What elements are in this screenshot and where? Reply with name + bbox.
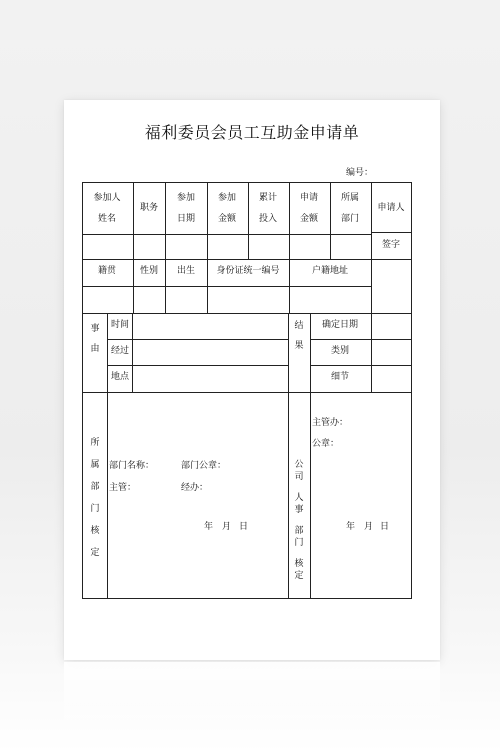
col-native-3 — [207, 259, 208, 314]
label-id-number: 身份证统一编号 — [216, 266, 280, 276]
col-header-3 — [207, 182, 208, 235]
col-header-5 — [289, 182, 290, 235]
label-join-date-l1: 参加 — [176, 193, 196, 203]
col-result-label — [310, 313, 311, 393]
label-company-approval-char: 人 — [294, 493, 304, 503]
label-company-seal: 公章： — [312, 439, 340, 449]
col-blank-4 — [248, 234, 249, 260]
col-company-approval-label — [310, 392, 311, 599]
label-apply-amount-l1: 申请 — [299, 193, 319, 203]
label-reason-char: 事 — [90, 324, 100, 334]
col-result-left — [288, 313, 289, 393]
label-company-month: 月 — [364, 522, 374, 532]
col-native-1 — [133, 259, 134, 314]
label-dept-approval-char: 所 — [90, 438, 100, 448]
label-company-approval-char: 司 — [294, 472, 304, 482]
label-dept-approval-char: 属 — [90, 460, 100, 470]
label-time: 时间 — [110, 320, 130, 330]
label-company-approval-char: 定 — [294, 571, 304, 581]
label-dept-approval-char: 核 — [90, 526, 100, 536]
col-applicant — [371, 182, 372, 313]
table-border-bottom — [82, 598, 412, 599]
label-category: 类别 — [330, 346, 350, 356]
label-reason-char: 由 — [90, 344, 100, 354]
rule-native-row-bottom — [82, 286, 372, 287]
label-cumulative-l1: 累计 — [258, 193, 278, 203]
label-company-approval-char: 门 — [294, 538, 304, 548]
table-border-left — [82, 182, 83, 599]
col-dept-approval-label — [107, 392, 108, 599]
rule-confirm-row-bottom — [310, 339, 412, 340]
col-header-2 — [165, 182, 166, 235]
col-reason-label — [107, 313, 108, 393]
col-reason-sublabel — [132, 313, 133, 393]
label-applicant: 申请人 — [377, 203, 405, 213]
col-header-6 — [330, 182, 331, 235]
rule-blank-row-bottom — [82, 259, 412, 260]
label-detail: 细节 — [330, 372, 350, 382]
label-dept-handler: 经办： — [181, 483, 209, 493]
label-company-year: 年 — [346, 522, 356, 532]
col-header-1 — [133, 182, 134, 235]
label-dept-approval-char: 定 — [90, 548, 100, 558]
col-blank-6 — [330, 234, 331, 260]
label-dept-seal: 部门公章： — [181, 461, 227, 471]
label-course: 经过 — [110, 346, 130, 356]
label-confirm-date: 确定日期 — [321, 320, 359, 330]
rule-time-row-bottom — [107, 339, 288, 340]
label-company-hr-approval — [292, 459, 306, 582]
label-apply-amount-l2: 金额 — [299, 214, 319, 224]
label-position: 职务 — [139, 203, 159, 213]
label-dept-approval — [88, 437, 102, 559]
label-department-l2: 部门 — [340, 214, 360, 224]
label-result-char: 结 — [294, 321, 304, 331]
label-join-date-l2: 日期 — [176, 214, 196, 224]
label-reason — [88, 323, 102, 355]
col-blank-1 — [133, 234, 134, 260]
col-blank-3 — [207, 234, 208, 260]
col-native-2 — [165, 259, 166, 314]
label-company-approval-char: 核 — [294, 559, 304, 569]
label-department-l1: 所属 — [340, 193, 360, 203]
label-place: 地点 — [110, 372, 130, 382]
col-header-4 — [248, 182, 249, 235]
label-dept-approval-char: 部 — [90, 482, 100, 492]
label-household-address: 户籍地址 — [311, 266, 349, 276]
rule-signature-top — [372, 232, 412, 233]
col-blank-5 — [289, 234, 290, 260]
label-result-char: 果 — [294, 341, 304, 351]
label-company-approval-char: 事 — [294, 505, 304, 515]
col-result-value — [371, 313, 372, 393]
label-join-amount-l2: 金额 — [217, 214, 237, 224]
label-company-approval-char: 部 — [294, 526, 304, 536]
label-hr-supervisor: 主管办： — [312, 418, 349, 428]
label-dept-month: 月 — [222, 522, 232, 532]
label-company-day: 日 — [380, 522, 390, 532]
paper-reflection — [64, 662, 440, 742]
form-title: 福利委员会员工互助金申请单 — [144, 123, 360, 142]
label-company-approval-char: 公 — [294, 460, 304, 470]
label-join-amount-l1: 参加 — [217, 193, 237, 203]
table-border-top — [82, 182, 412, 183]
label-dept-day: 日 — [239, 522, 249, 532]
label-birth: 出生 — [176, 266, 196, 276]
label-dept-name: 部门名称： — [109, 461, 155, 471]
label-participant-l1: 参加人 — [93, 193, 121, 203]
serial-number-label: 编号： — [346, 168, 374, 178]
label-native-place: 籍贯 — [97, 266, 117, 276]
label-cumulative-l2: 投入 — [258, 214, 278, 224]
col-blank-2 — [165, 234, 166, 260]
rule-course-row-bottom — [107, 365, 288, 366]
label-participant-l2: 姓名 — [97, 214, 117, 224]
label-result — [292, 320, 306, 352]
col-company-approval-left — [288, 392, 289, 599]
rule-header-bottom — [82, 234, 372, 235]
label-dept-year: 年 — [204, 522, 214, 532]
label-dept-approval-char: 门 — [90, 504, 100, 514]
col-native-4 — [289, 259, 290, 314]
table-border-right — [411, 182, 412, 599]
label-dept-supervisor: 主管： — [109, 483, 137, 493]
label-signature: 签字 — [381, 240, 401, 250]
label-gender: 性别 — [139, 266, 159, 276]
rule-category-row-bottom — [310, 365, 412, 366]
